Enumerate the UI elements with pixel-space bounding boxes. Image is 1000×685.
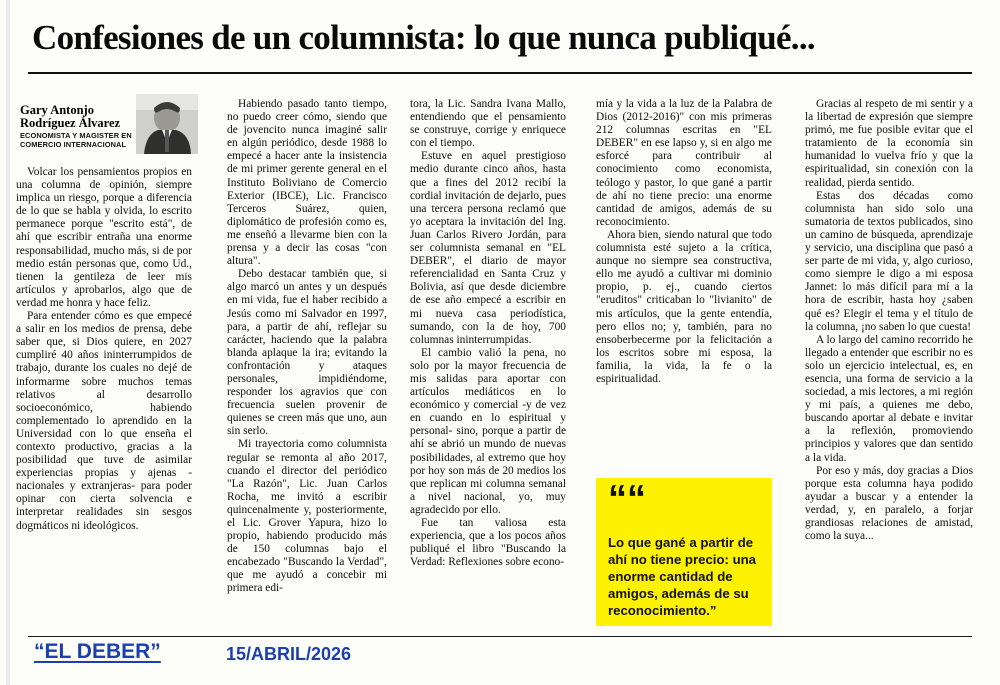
- article-column-5: [805, 98, 973, 543]
- paragraph: A lo largo del camino recorrido he llegado a entender que escribir no es solo un ejercicio intelectual, es, en esencia, una forma de servicio a la sociedad, a mis lectores, a mi región y mi país, a quienes me debo, buscando aportar al debate e invitar a la reflexión, promoviendo principios y valores que dan sentido a la vida.: [805, 333, 973, 464]
- article-column-3: [410, 98, 566, 569]
- author-portrait-icon: [136, 94, 198, 154]
- paragraph: Fue tan valiosa esta experiencia, que a los pocos años publiqué el libro "Buscando la Verdad: Reflexiones sobre econo-: [410, 517, 566, 569]
- paragraph: Para entender cómo es que empecé a salir en los medios de prensa, debe saber que, si Dios quiere, en 2027 cumpliré 40 años ininterrumpidos de trabajo, durante los cuales no dejé de informarme sobre muchos temas relativos al desarrollo socioeconómico, habiendo complementado lo aprendido en la Universidad con lo que enseña el contexto productivo, gracias a la posibilidad que tuve de asimilar experiencias propias y ajenas -nacionales y extranjeras- para poder opinar con cierta solvencia e interpretar realidades sin sesgos dogmáticos ni ideológicos.: [16, 310, 192, 532]
- author-block: [16, 94, 198, 154]
- paragraph: Habiendo pasado tanto tiempo, no puedo creer cómo, siendo que de jovencito nunca imaginé salir en algún periódico, desde 1988 lo empecé a hacer ante la insistencia de mi primer gerente general en el Instituto Boliviano de Comercio Exterior (IBCE), Lic. Francisco Terceros Suárez, quien, diplomático de profesión como es, me enseñó a llevarme bien con la prensa y a decir las cosas "con altura".: [227, 98, 387, 268]
- article-column-2: [227, 98, 387, 596]
- paragraph: Por eso y más, doy gracias a Dios porque esta columna haya podido ayudar a buscar y a entender la verdad, y, en paralelo, a forjar grandiosas relaciones de amistad, como la suya...: [805, 464, 973, 543]
- publication-name[interactable]: “EL DEBER”: [34, 640, 161, 663]
- paragraph: tora, la Lic. Sandra Ivana Mallo, entendiendo que el pensamiento se construye, corrige y enriquece con el tiempo.: [410, 98, 566, 150]
- publication-date: 15/ABRIL/2026: [226, 644, 352, 664]
- footer-divider: [28, 636, 972, 637]
- paragraph: Estas dos décadas como columnista han sido solo una sumatoria de textos publicados, sino un camino de búsqueda, aprendizaje y servicio, una disciplina que pasó a ser parte de mi vida, y, algo curioso, como siempre le digo a mi esposa Jannet: lo más difícil para mí a la hora de escribir, hasta hoy ¿saben qué es? Elegir el tema y el título de la columna, ¡no saben lo que cuesta!: [805, 189, 973, 333]
- page-title: Confesiones de un columnista: lo que nunca publiqué...: [32, 18, 815, 57]
- quote-mark-icon: ““: [608, 478, 646, 520]
- paragraph: El cambio valió la pena, no solo por la mayor frecuencia de mis salidas para aportar con artículos mediáticos en lo económico y comercial -y de vez en cuando en lo espiritual y personal- sino, porque a partir de ahí se abrió un mundo de nuevas posibilidades, al extremo que hoy por hoy son más de 20 medios los que replican mi columna semanal a nivel nacional, yo, muy agradecido por ello.: [410, 346, 566, 516]
- paragraph: Debo destacar también que, si algo marcó un antes y un después en mi vida, fue el haber recibido a Jesús como mi Salvador en 1997, para, a partir de ahí, reflejar su carácter, haciendo que la palabra blanda aplaque la ira; evitando la confrontación y ataques personales, impidiéndome, responder los agravios que con frecuencia suelen provenir de quienes se creen más que uno, aun sin serlo.: [227, 268, 387, 438]
- paragraph: Estuve en aquel prestigioso medio durante cinco años, hasta que a fines del 2012 recibí la cordial invitación de dejarlo, pues una tercera persona reclamó que yo aceptara la invitación del Ing. Juan Carlos Rivero Jordán, para ser columnista semanal en "EL DEBER", el diario de mayor referencialidad en Santa Cruz y Bolivia, así que desde diciembre de ese año empecé a escribir en mi nueva casa periodística, sumando, con la de hoy, 700 columnas ininterrumpidas.: [410, 150, 566, 346]
- pull-quote-text: Lo que gané a partir de ahí no tiene precio: una enorme cantidad de amigos, además de su reconocimiento.”: [608, 535, 757, 618]
- author-role: ECONOMISTA Y MAGISTER EN COMERCIO INTERNACIONAL: [20, 131, 132, 149]
- pull-quote: [596, 478, 772, 626]
- paragraph: Gracias al respeto de mi sentir y a la libertad de expresión que siempre primó, me fue posible evitar que el tratamiento de la economía sin humanidad lo vuelva frío y que la espiritualidad, sin conexión con la realidad, pierda sentido.: [805, 98, 973, 189]
- article-column-1: [16, 166, 192, 533]
- page-left-edge: [6, 0, 10, 685]
- paragraph: Volcar los pensamientos propios en una columna de opinión, siempre implica un riesgo, porque a diferencia de lo que se habla y olvida, lo escrito permanece porque "escrito está", de ahí que escribir entraña una enorme responsabilidad, mucho más, si de por medio están personas que, como Ud., tienen la gentileza de leer mis artículos y aprobarlos, algo que de verdad me honra y hace feliz.: [16, 166, 192, 309]
- author-name: Gary Antonjo Rodríguez Álvarez: [20, 103, 121, 130]
- paragraph: Ahora bien, siendo natural que todo columnista esté sujeto a la crítica, aunque no siempre sea constructiva, ello me ayudó a cultivar mi dominio propio, p. ej., cuando ciertos "eruditos" criticaban lo "livianito" de mis artículos, que la gente entendía, pero ellos no; y, también, para no ensoberbecerme por la felicitación a los escritos sobre mi esposa, la familia, la vida, la fe o la espiritualidad.: [596, 228, 772, 385]
- article-column-4: [596, 98, 772, 386]
- paragraph: Mi trayectoria como columnista regular se remonta al año 2017, cuando el director del periódico "La Razón", Lic. Juan Carlos Rocha, me invitó a escribir quincenalmente y, posteriormente, el Lic. Grover Yapura, hizo lo propio, habiendo producido más de 150 columnas bajo el encabezado "Buscando la Verdad", que me ayudó a concebir mi primera edi-: [227, 438, 387, 595]
- headline-divider: [28, 72, 972, 74]
- avatar: [136, 94, 198, 154]
- paragraph: mía y la vida a la luz de la Palabra de Dios (2012-2016)" con mis primeras 212 columnas escritas en "EL DEBER" en ese lapso y, si en algo me esforcé para contribuir al conocimiento como economista, teólogo y pastor, lo que gané a partir de ahí no tiene precio: una enorme cantidad de amigos, además de su reconocimiento.: [596, 98, 772, 228]
